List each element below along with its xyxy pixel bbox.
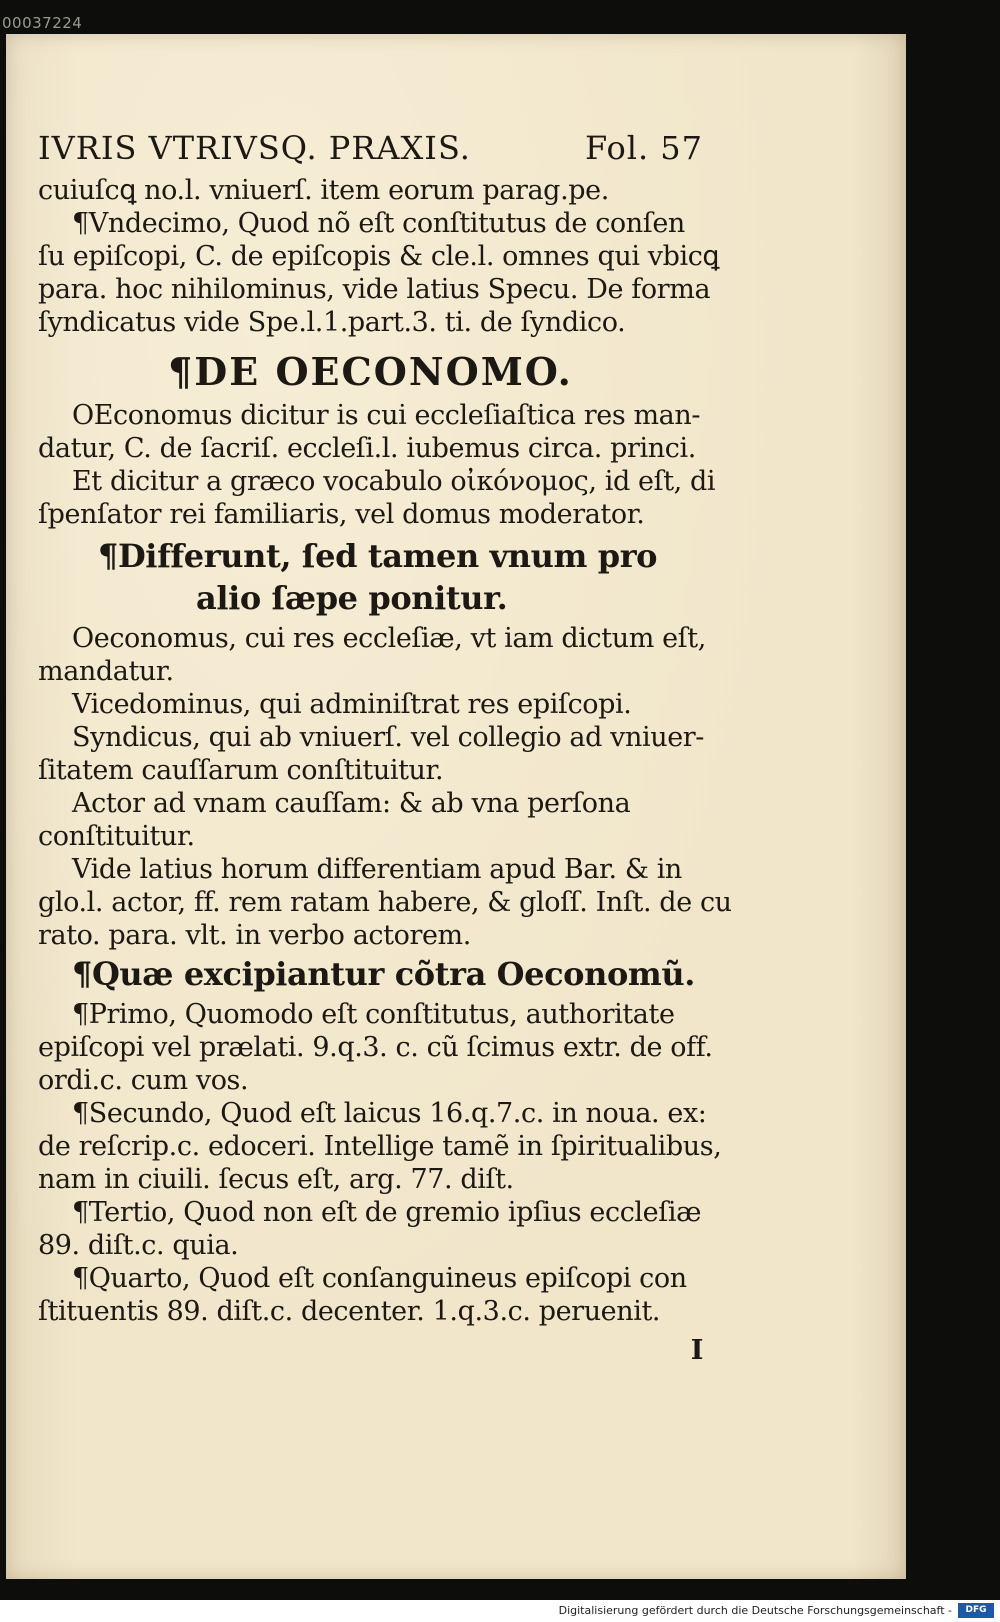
text-line: conſtituitur. bbox=[38, 821, 195, 852]
text-line: Vide latius horum differentiam apud Bar. & in bbox=[72, 854, 682, 885]
subheading: ¶Quæ excipiantur cõtra Oeconomũ. bbox=[72, 955, 695, 993]
dfg-logo: DFG bbox=[958, 1603, 994, 1618]
text-line: ſitatem cauſſarum conſtituitur. bbox=[38, 755, 444, 786]
running-head-title: IVRIS VTRIVSQ. PRAXIS. bbox=[38, 129, 471, 167]
text-line: ¶Tertio, Quod non eſt de gremio ipſius eccleſiæ bbox=[72, 1197, 702, 1228]
text-line: rato. para. vlt. in verbo actorem. bbox=[38, 920, 471, 951]
text-line: mandatur. bbox=[38, 656, 174, 687]
text-line: OEconomus dicitur is cui eccleſiaſtica res man- bbox=[72, 400, 701, 431]
text-line: ſtituentis 89. diſt.c. decenter. 1.q.3.c. peruenit. bbox=[38, 1296, 661, 1327]
text-line: Et dicitur a græco vocabulo οἰκόνομος, id eſt, di bbox=[72, 466, 716, 497]
folio-number: Fol. 57 bbox=[584, 129, 703, 167]
text-line: para. hoc nihilominus, vide latius Specu. De forma bbox=[38, 274, 711, 305]
section-heading: ¶DE OECONOMO. bbox=[168, 349, 573, 394]
scan-identifier: 00037224 bbox=[2, 14, 83, 32]
text-line: de reſcrip.c. edoceri. Intellige tamẽ in ſpiritualibus, bbox=[38, 1131, 722, 1162]
text-line: ſyndicatus vide Spe.l.1.part.3. ti. de ſyndico. bbox=[38, 307, 626, 338]
catchword: I bbox=[690, 1335, 703, 1366]
text-line: Actor ad vnam cauſſam: & ab vna perſona bbox=[72, 788, 631, 819]
text-line: Vicedominus, qui adminiſtrat res epiſcopi. bbox=[72, 689, 632, 720]
funding-notice: Digitalisierung gefördert durch die Deutsche Forschungsgemeinschaft - bbox=[558, 1604, 952, 1617]
page-text bbox=[6, 34, 906, 1579]
text-line: ordi.c. cum vos. bbox=[38, 1065, 249, 1096]
text-line: ¶Quarto, Quod eſt conſanguineus epiſcopi con bbox=[72, 1263, 687, 1294]
text-line: ſu epiſcopi, C. de epiſcopis & cle.l. omnes qui vbicꝗ bbox=[38, 241, 720, 272]
subheading: ¶Differunt, ſed tamen vnum pro bbox=[98, 537, 658, 575]
running-head bbox=[38, 129, 703, 167]
text-line: ¶Vndecimo, Quod nõ eſt conſtitutus de conſen bbox=[72, 208, 685, 239]
text-line: glo.l. actor, ff. rem ratam habere, & gloſſ. Inſt. de cu bbox=[38, 887, 732, 918]
text-line: epiſcopi vel prælati. 9.q.3. c. cũ ſcimus extr. de off. bbox=[38, 1032, 713, 1063]
text-line: 89. diſt.c. quia. bbox=[38, 1230, 239, 1261]
text-line: datur, C. de ſacriſ. eccleſi.l. iubemus circa. princi. bbox=[38, 433, 696, 464]
footer-bar bbox=[0, 1600, 1000, 1622]
text-line: cuiuſcꝗ no.l. vniuerſ. item eorum parag.pe. bbox=[38, 175, 609, 206]
text-line: ſpenſator rei familiaris, vel domus moderator. bbox=[38, 499, 645, 530]
text-line: ¶Secundo, Quod eſt laicus 16.q.7.c. in noua. ex: bbox=[72, 1098, 707, 1129]
text-line: nam in ciuili. ſecus eſt, arg. 77. diſt. bbox=[38, 1164, 514, 1195]
book-page bbox=[6, 34, 906, 1579]
subheading: alio ſæpe ponitur. bbox=[196, 579, 508, 617]
text-line: Oeconomus, cui res eccleſiæ, vt iam dictum eſt, bbox=[72, 623, 706, 654]
text-line: ¶Primo, Quomodo eſt conſtitutus, authoritate bbox=[72, 999, 675, 1030]
text-line: Syndicus, qui ab vniuerſ. vel collegio ad vniuer- bbox=[72, 722, 705, 753]
